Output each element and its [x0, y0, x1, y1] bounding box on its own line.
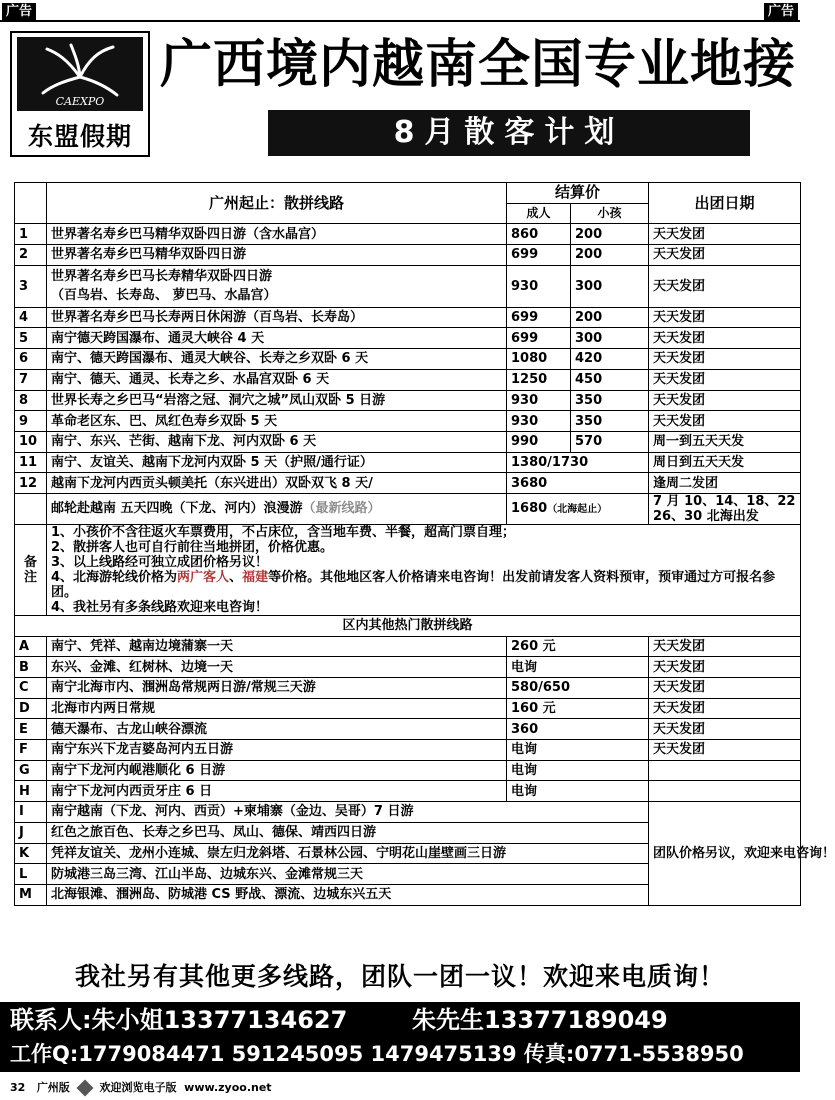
route-line: 越南下龙河内西贡头顿美托（东兴进出）双卧双飞 8 天/: [51, 475, 373, 491]
notes-row: [15, 524, 801, 615]
table-row: [15, 328, 801, 349]
slogan: 我社另有其他更多线路，团队一团一议！欢迎来电质询！: [74, 962, 725, 991]
route-line: 南宁、友谊关、越南下龙河内双卧 5 天（护照/通行证）: [51, 454, 373, 470]
table-row: [15, 265, 801, 307]
route-letter: L: [15, 864, 47, 885]
route-adult-price: 990: [507, 431, 571, 452]
route-adult-price: 699: [507, 307, 571, 328]
route-line: 南宁、东兴、芒街、越南下龙、河内双卧 6 天: [51, 434, 317, 450]
route-name: 凭祥友谊关、龙州小连城、崇左归龙斜塔、石景林公园、宁明花山崖壁画三日游: [47, 843, 649, 864]
cruise-number: [15, 493, 47, 524]
route-price: 3680: [507, 473, 649, 494]
table-row: [15, 719, 801, 740]
route-letter: D: [15, 698, 47, 719]
route-name: 北海银滩、涠洲岛、防城港 CS 野战、漂流、边城东兴五天: [47, 884, 649, 905]
cruise-date-line: 26、30 北海出发: [653, 508, 759, 524]
route-child-price: 200: [571, 224, 649, 245]
route-number: 11: [15, 452, 47, 473]
route-date: 天天发团: [649, 245, 801, 266]
route-adult-price: 1080: [507, 349, 571, 370]
route-adult-price: 860: [507, 224, 571, 245]
cruise-new-tag: （最新线路）: [302, 501, 381, 517]
route-number: 9: [15, 411, 47, 432]
route-number: 5: [15, 328, 47, 349]
route-name: 南宁下龙河内西贡牙庄 6 日: [47, 781, 507, 802]
notes-label-char: 备: [23, 554, 37, 570]
footer-url: www.zyoo.net: [184, 1081, 272, 1094]
header-date: 出团日期: [649, 183, 801, 224]
route-line: 南宁德天跨国瀑布、通灵大峡谷 4 天: [51, 330, 265, 346]
contact-qq-fax: 工作Q:1779084471 591245095 1479475139 传真:0771-5538950: [10, 1042, 744, 1066]
route-adult-price: 930: [507, 265, 571, 307]
route-date: 周日到五天天发: [649, 452, 801, 473]
route-letter: E: [15, 719, 47, 740]
notes-label: [15, 524, 47, 615]
route-child-price: 300: [571, 328, 649, 349]
page-footer: [10, 1080, 272, 1096]
route-date: 周一到五天天发: [649, 431, 801, 452]
route-letter: F: [15, 740, 47, 761]
table-row: [15, 224, 801, 245]
emblem-text: CAEXPO: [55, 95, 105, 108]
route-name: 东兴、金滩、红树林、边境一天: [47, 657, 507, 678]
header-route: 广州起止：散拼线路: [47, 183, 507, 224]
route-adult-price: 930: [507, 411, 571, 432]
notes-label-char: 注: [23, 569, 37, 585]
route-price: 580/650: [507, 678, 649, 699]
route-line: 南宁、德天跨国瀑布、通灵大峡谷、长寿之乡双卧 6 天: [51, 351, 369, 367]
route-letter: J: [15, 822, 47, 843]
group-price-note: 团队价格另议，欢迎来电咨询！: [649, 802, 801, 905]
route-date: 天天发团: [649, 265, 801, 307]
route-date: 天天发团: [649, 719, 801, 740]
route-name: [47, 265, 507, 307]
route-line: 世界著名寿乡巴马精华双卧四日游（含水晶宫）: [51, 226, 325, 242]
route-child-price: 200: [571, 245, 649, 266]
route-date: 天天发团: [649, 636, 801, 657]
caexpo-emblem-icon: [17, 37, 143, 111]
route-child-price: 350: [571, 390, 649, 411]
route-price-table: [14, 182, 835, 906]
route-letter: M: [15, 884, 47, 905]
company-logo: [10, 31, 150, 157]
table-row: [15, 349, 801, 370]
route-child-price: 450: [571, 369, 649, 390]
table-row: [15, 657, 801, 678]
route-number: 1: [15, 224, 47, 245]
route-price: 1380/1730: [507, 452, 649, 473]
table-row: [15, 781, 801, 802]
route-name: [47, 473, 507, 494]
cruise-row: [15, 493, 801, 524]
note-item: 2、散拼客人也可自行前往当地拼团，价格优惠。: [51, 539, 334, 555]
table-row: [15, 760, 801, 781]
page-title: 广西境内越南全国专业地接: [160, 34, 797, 95]
route-name: [47, 411, 507, 432]
route-name: 南宁越南（下龙、河内、西贡）+柬埔寨（金边、吴哥）7 日游: [47, 802, 649, 823]
route-date: 天天发团: [649, 740, 801, 761]
route-letter: I: [15, 802, 47, 823]
route-line: 世界长寿之乡巴马“岩溶之冠、洞穴之城”凤山双卧 5 日游: [51, 392, 386, 408]
route-name: [47, 369, 507, 390]
route-name: [47, 307, 507, 328]
route-adult-price: 930: [507, 390, 571, 411]
table-row: [15, 245, 801, 266]
cruise-price-note: （北海起止）: [547, 503, 608, 515]
route-letter: H: [15, 781, 47, 802]
route-price: 电询: [507, 657, 649, 678]
cruise-route: [47, 493, 507, 524]
top-divider: [0, 20, 800, 22]
contact-person-1: 联系人:朱小姐13377134627: [10, 1006, 348, 1034]
route-letter: C: [15, 678, 47, 699]
route-number: 7: [15, 369, 47, 390]
route-date: 天天发团: [649, 411, 801, 432]
note-item: 3、以上线路经可独立成团价格另议！: [51, 554, 269, 570]
route-date: 天天发团: [649, 328, 801, 349]
route-name: 防城港三岛三湾、江山半岛、边城东兴、金滩常规三天: [47, 864, 649, 885]
note-item: 4、北海游轮线价格为两广客人、福建等价格。其他地区客人价格请来电咨询！出发前请发客人资料预审，预审通过方可报名参团。: [51, 569, 776, 600]
route-price: 电询: [507, 781, 649, 802]
diamond-icon: [76, 1080, 93, 1097]
cruise-date-line: 7 月 10、14、18、22: [653, 493, 796, 509]
route-child-price: 300: [571, 265, 649, 307]
cruise-date: [649, 493, 801, 524]
route-name: 北海市内两日常规: [47, 698, 507, 719]
route-line: 革命老区东、巴、凤红色寿乡双卧 5 天: [51, 413, 278, 429]
header-corner: [15, 183, 47, 224]
route-line: （百鸟岩、长寿岛、 萝巴马、水晶宫）: [51, 288, 277, 304]
route-name: [47, 224, 507, 245]
route-number: 2: [15, 245, 47, 266]
route-line: 世界著名寿乡巴马长寿精华双卧四日游: [51, 269, 273, 285]
route-name: [47, 349, 507, 370]
route-price: 电询: [507, 740, 649, 761]
route-number: 12: [15, 473, 47, 494]
cruise-price: [507, 493, 649, 524]
route-number: 3: [15, 265, 47, 307]
route-name: 红色之旅百色、长寿之乡巴马、凤山、德保、靖西四日游: [47, 822, 649, 843]
route-number: 10: [15, 431, 47, 452]
route-name: 南宁北海市内、涠洲岛常规两日游/常规三天游: [47, 678, 507, 699]
logo-name: 东盟假期: [27, 122, 132, 151]
route-child-price: 570: [571, 431, 649, 452]
route-date: 天天发团: [649, 224, 801, 245]
route-line: 世界著名寿乡巴马长寿两日休闲游（百鸟岩、长寿岛）: [51, 310, 364, 326]
route-letter: A: [15, 636, 47, 657]
section-title: 区内其他热门散拼线路: [15, 615, 801, 636]
table-row: [15, 678, 801, 699]
header-adult: 成人: [507, 203, 571, 224]
route-name: [47, 452, 507, 473]
route-child-price: 350: [571, 411, 649, 432]
table-row: [15, 473, 801, 494]
route-name: 南宁东兴下龙吉婆岛河内五日游: [47, 740, 507, 761]
route-line: 南宁、德天、通灵、长寿之乡、水晶宫双卧 6 天: [51, 372, 330, 388]
route-adult-price: 699: [507, 328, 571, 349]
cruise-price-value: 1680: [511, 500, 548, 516]
route-date: 天天发团: [649, 369, 801, 390]
route-child-price: 200: [571, 307, 649, 328]
table-header-row: [15, 183, 801, 204]
route-price: 360: [507, 719, 649, 740]
edition-label: 广州版: [36, 1081, 70, 1094]
route-date: 天天发团: [649, 678, 801, 699]
route-letter: B: [15, 657, 47, 678]
route-price: 160 元: [507, 698, 649, 719]
route-letter: G: [15, 760, 47, 781]
route-date: 天天发团: [649, 698, 801, 719]
route-price: 电询: [507, 760, 649, 781]
header-child: 小孩: [571, 203, 649, 224]
route-date: 天天发团: [649, 307, 801, 328]
route-name: [47, 431, 507, 452]
route-line: 世界著名寿乡巴马精华双卧四日游: [51, 247, 247, 263]
table-row: [15, 369, 801, 390]
route-name: [47, 390, 507, 411]
route-letter: K: [15, 843, 47, 864]
route-child-price: 420: [571, 349, 649, 370]
route-price: 260 元: [507, 636, 649, 657]
table-row: [15, 411, 801, 432]
route-date: 天天发团: [649, 657, 801, 678]
table-row: [15, 740, 801, 761]
table-row: [15, 452, 801, 473]
route-name: 德天瀑布、古龙山峡谷漂流: [47, 719, 507, 740]
contact-person-2: 朱先生13377189049: [412, 1006, 668, 1034]
table-row: [15, 636, 801, 657]
route-name: 南宁下龙河内岘港顺化 6 日游: [47, 760, 507, 781]
header-price: 结算价: [507, 183, 649, 204]
caexpo-flower-icon: [17, 37, 143, 111]
ad-label-right: 广告: [764, 3, 798, 20]
route-date: [649, 760, 801, 781]
route-adult-price: 699: [507, 245, 571, 266]
table-row: [15, 390, 801, 411]
footer-text: 欢迎浏览电子版: [99, 1081, 177, 1094]
notes-content: [47, 524, 801, 615]
table-row: [15, 307, 801, 328]
note-item: 1、小孩价不含往返火车票费用，不占床位，含当地车费、半餐，超高门票自理；: [51, 524, 516, 540]
route-name: [47, 328, 507, 349]
route-date: 逢周二发团: [649, 473, 801, 494]
subtitle-banner: 8月散客计划: [268, 110, 750, 156]
route-name: [47, 245, 507, 266]
table-row: [15, 802, 801, 823]
route-number: 6: [15, 349, 47, 370]
page-number: 32: [10, 1081, 26, 1094]
note-item: 4、我社另有多条线路欢迎来电咨询！: [51, 599, 269, 615]
route-number: 4: [15, 307, 47, 328]
route-name: 南宁、凭祥、越南边境蒲寨一天: [47, 636, 507, 657]
route-number: 8: [15, 390, 47, 411]
contact-bar: [0, 1002, 800, 1072]
route-adult-price: 1250: [507, 369, 571, 390]
route-date: 天天发团: [649, 390, 801, 411]
cruise-route-text: 邮轮赴越南 五天四晚（下龙、河内）浪漫游: [51, 501, 303, 517]
ad-label-left: 广告: [2, 3, 36, 20]
section-title-row: [15, 615, 801, 636]
route-date: [649, 781, 801, 802]
table-row: [15, 431, 801, 452]
table-row: [15, 698, 801, 719]
route-date: 天天发团: [649, 349, 801, 370]
